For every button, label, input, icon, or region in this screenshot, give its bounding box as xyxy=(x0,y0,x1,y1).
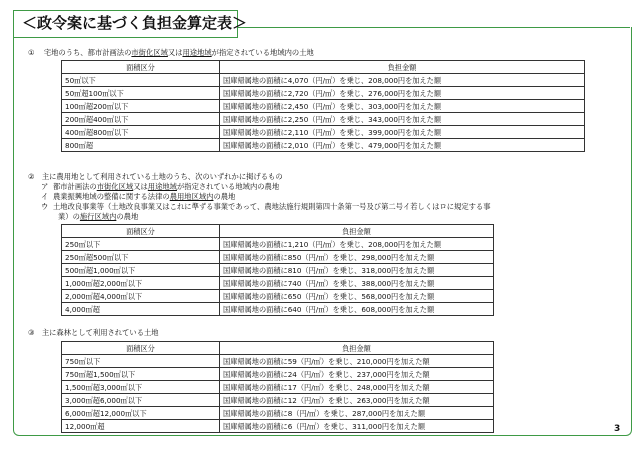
table-row xyxy=(62,139,585,152)
fee-amount-cell: 国庫帰属地の面積に59（円/㎡）を乗じ、210,000円を加えた額 xyxy=(220,355,494,368)
header-fee-amount: 負担金額 xyxy=(220,61,585,74)
area-category-cell: 4,000㎡超 xyxy=(62,303,220,316)
page-number: 3 xyxy=(614,424,621,434)
header-area-category: 面積区分 xyxy=(62,342,220,355)
table-header-row xyxy=(62,225,494,238)
table-row xyxy=(62,355,494,368)
area-category-cell: 6,000㎡超12,000㎡以下 xyxy=(62,407,220,420)
fee-amount-cell: 国庫帰属地の面積に2,450（円/㎡）を乗じ、303,000円を加えた額 xyxy=(220,100,585,113)
item-u-line2-post: の農地 xyxy=(116,212,139,221)
header-area-category: 面積区分 xyxy=(62,225,220,238)
page-title: ＜政令案に基づく負担金算定表＞ xyxy=(13,10,238,38)
table-row xyxy=(62,381,494,394)
fee-amount-cell: 国庫帰属地の面積に6（円/㎡）を乗じ、311,000円を加えた額 xyxy=(220,420,494,433)
frame-top-border xyxy=(238,27,630,28)
table-row xyxy=(62,394,494,407)
fee-amount-cell: 国庫帰属地の面積に650（円/㎡）を乗じ、568,000円を加えた額 xyxy=(220,290,494,303)
fee-amount-cell: 国庫帰属地の面積に810（円/㎡）を乗じ、318,000円を加えた額 xyxy=(220,264,494,277)
fee-amount-cell: 国庫帰属地の面積に2,110（円/㎡）を乗じ、399,000円を加えた額 xyxy=(220,126,585,139)
item-a-label: ア xyxy=(41,182,49,191)
fee-amount-cell: 国庫帰属地の面積に640（円/㎡）を乗じ、608,000円を加えた額 xyxy=(220,303,494,316)
area-category-cell: 250㎡以下 xyxy=(62,238,220,251)
fee-amount-cell: 国庫帰属地の面積に4,070（円/㎡）を乗じ、208,000円を加えた額 xyxy=(220,74,585,87)
table-row xyxy=(62,277,494,290)
section1-heading-mid: 又は xyxy=(167,48,183,57)
item-u-line2-pre: 業）の xyxy=(58,212,80,221)
item-a-u2: 用途地域 xyxy=(147,182,177,191)
table-row xyxy=(62,290,494,303)
section1-heading-post: が指定されている地域内の土地 xyxy=(211,48,314,57)
area-category-cell: 800㎡超 xyxy=(62,139,220,152)
area-category-cell: 2,000㎡超4,000㎡以下 xyxy=(62,290,220,303)
section2-item-u-line2 xyxy=(58,212,138,222)
table-header-row xyxy=(62,342,494,355)
section1-num: ① xyxy=(28,48,35,57)
area-category-cell: 400㎡超800㎡以下 xyxy=(62,126,220,139)
area-category-cell: 1,000㎡超2,000㎡以下 xyxy=(62,277,220,290)
fee-table-forest xyxy=(61,341,494,433)
item-u-line1: 土地改良事業等（土地改良事業又はこれに準ずる事業であって、農地法施行規則第四十条第一号及び第二号イ若しくはロに規定する事 xyxy=(52,202,491,211)
area-category-cell: 1,500㎡超3,000㎡以下 xyxy=(62,381,220,394)
fee-table-farmland xyxy=(61,224,494,316)
fee-amount-cell: 国庫帰属地の面積に2,010（円/㎡）を乗じ、479,000円を加えた額 xyxy=(220,139,585,152)
table-header-row xyxy=(62,61,585,74)
fee-amount-cell: 国庫帰属地の面積に2,720（円/㎡）を乗じ、276,000円を加えた額 xyxy=(220,87,585,100)
area-category-cell: 250㎡超500㎡以下 xyxy=(62,251,220,264)
section1-heading-u1: 市街化区域 xyxy=(131,48,168,57)
section1-heading xyxy=(28,48,314,58)
table-row xyxy=(62,87,585,100)
area-category-cell: 3,000㎡超6,000㎡以下 xyxy=(62,394,220,407)
header-fee-amount: 負担金額 xyxy=(220,342,494,355)
area-category-cell: 750㎡以下 xyxy=(62,355,220,368)
item-a-post: が指定されている地域内の農地 xyxy=(176,182,280,191)
table-row xyxy=(62,238,494,251)
item-a-u1: 市街化区域 xyxy=(96,182,134,191)
area-category-cell: 100㎡超200㎡以下 xyxy=(62,100,220,113)
section3-heading: ③ 主に森林として利用されている土地 xyxy=(28,328,159,337)
table-row xyxy=(62,126,585,139)
fee-amount-cell: 国庫帰属地の面積に24（円/㎡）を乗じ、237,000円を加えた額 xyxy=(220,368,494,381)
header-fee-amount: 負担金額 xyxy=(220,225,494,238)
item-a-mid: 又は xyxy=(133,182,148,191)
section2-heading: ② 主に農用地として利用されている土地のうち、次のいずれかに掲げるもの xyxy=(28,172,283,181)
area-category-cell: 50㎡超100㎡以下 xyxy=(62,87,220,100)
fee-amount-cell: 国庫帰属地の面積に17（円/㎡）を乗じ、248,000円を加えた額 xyxy=(220,381,494,394)
table-row xyxy=(62,407,494,420)
fee-amount-cell: 国庫帰属地の面積に2,250（円/㎡）を乗じ、343,000円を加えた額 xyxy=(220,113,585,126)
fee-amount-cell: 国庫帰属地の面積に740（円/㎡）を乗じ、388,000円を加えた額 xyxy=(220,277,494,290)
area-category-cell: 12,000㎡超 xyxy=(62,420,220,433)
item-i-label: イ xyxy=(41,192,49,201)
table-row xyxy=(62,420,494,433)
area-category-cell: 750㎡超1,500㎡以下 xyxy=(62,368,220,381)
item-u-line2-u: 施行区域内 xyxy=(79,212,117,221)
item-i-post: の農地 xyxy=(213,192,236,201)
header-area-category: 面積区分 xyxy=(62,61,220,74)
section1-heading-pre: 宅地のうち、都市計画法の xyxy=(43,48,132,57)
fee-table-residential xyxy=(61,60,585,152)
table-row xyxy=(62,74,585,87)
section2-item-a xyxy=(41,182,279,192)
area-category-cell: 200㎡超400㎡以下 xyxy=(62,113,220,126)
item-i-pre: 農業振興地域の整備に関する法律の xyxy=(52,192,170,201)
table-row xyxy=(62,251,494,264)
fee-amount-cell: 国庫帰属地の面積に8（円/㎡）を乗じ、287,000円を加えた額 xyxy=(220,407,494,420)
item-a-pre: 都市計画法の xyxy=(52,182,97,191)
item-i-u1: 農用地区域内 xyxy=(169,192,214,201)
table-row xyxy=(62,100,585,113)
table-row xyxy=(62,264,494,277)
area-category-cell: 500㎡超1,000㎡以下 xyxy=(62,264,220,277)
fee-amount-cell: 国庫帰属地の面積に12（円/㎡）を乗じ、263,000円を加えた額 xyxy=(220,394,494,407)
section2-item-u xyxy=(41,202,491,212)
table-row xyxy=(62,303,494,316)
fee-amount-cell: 国庫帰属地の面積に1,210（円/㎡）を乗じ、208,000円を加えた額 xyxy=(220,238,494,251)
fee-amount-cell: 国庫帰属地の面積に850（円/㎡）を乗じ、298,000円を加えた額 xyxy=(220,251,494,264)
section2-item-i xyxy=(41,192,235,202)
item-u-label: ウ xyxy=(41,202,49,211)
area-category-cell: 50㎡以下 xyxy=(62,74,220,87)
table-row xyxy=(62,113,585,126)
section1-heading-u2: 用途地域 xyxy=(182,48,212,57)
table-row xyxy=(62,368,494,381)
